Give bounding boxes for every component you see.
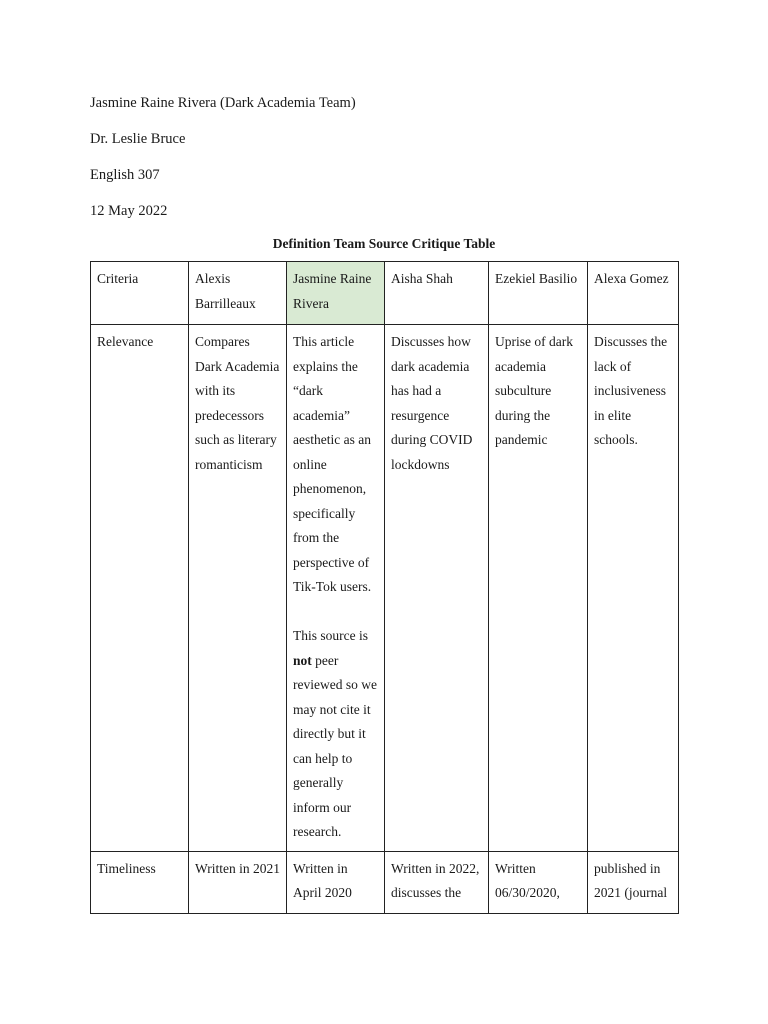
row-label-relevance: Relevance	[91, 325, 189, 852]
relevance-jasmine-p2-bold: not	[293, 652, 312, 668]
header-cell-criteria: Criteria	[91, 262, 189, 325]
relevance-cell-jasmine	[287, 325, 385, 852]
author-line: Jasmine Raine Rivera (Dark Academia Team)	[90, 95, 356, 111]
table-row-relevance	[91, 325, 679, 852]
header-cell-aisha: Aisha Shah	[385, 262, 489, 325]
row-label-timeliness: Timeliness	[91, 851, 189, 913]
timeliness-cell-aisha: Written in 2022, discusses the	[385, 851, 489, 913]
relevance-cell-alexa: Discusses the lack of inclusiveness in elite schools.	[588, 325, 679, 852]
header-cell-alexis: Alexis Barrilleaux	[189, 262, 287, 325]
relevance-jasmine-p2-start: This source is	[293, 628, 368, 643]
relevance-jasmine-p2-end: peer reviewed so we may not cite it directly but it can help to generally inform our research.	[293, 652, 377, 839]
source-critique-table	[90, 261, 679, 914]
timeliness-cell-jasmine: Written in April 2020	[287, 851, 385, 913]
table-row-timeliness	[91, 851, 679, 913]
table-title: Definition Team Source Critique Table	[272, 236, 496, 251]
table-header-row	[91, 262, 679, 325]
timeliness-cell-ezekiel: Written 06/30/2020,	[489, 851, 588, 913]
timeliness-cell-alexa: published in 2021 (journal	[588, 851, 679, 913]
relevance-jasmine-paragraph-2	[293, 624, 378, 845]
relevance-cell-ezekiel: Uprise of dark academia subculture during the pandemic	[489, 325, 588, 852]
header-cell-alexa: Alexa Gomez	[588, 262, 679, 325]
relevance-jasmine-paragraph-1: This article explains the “dark academia” aesthetic as an online phenomenon, specifically from the perspective of Tik-Tok users.	[293, 334, 372, 594]
header-cell-jasmine: Jasmine Raine Rivera	[287, 262, 385, 325]
timeliness-cell-alexis: Written in 2021	[189, 851, 287, 913]
header-cell-ezekiel: Ezekiel Basilio	[489, 262, 588, 325]
course-name: English 307	[90, 167, 160, 183]
relevance-cell-aisha: Discusses how dark academia has had a resurgence during COVID lockdowns	[385, 325, 489, 852]
instructor-name: Dr. Leslie Bruce	[90, 131, 186, 147]
document-date: 12 May 2022	[90, 203, 168, 219]
relevance-cell-alexis: Compares Dark Academia with its predecessors such as literary romanticism	[189, 325, 287, 852]
